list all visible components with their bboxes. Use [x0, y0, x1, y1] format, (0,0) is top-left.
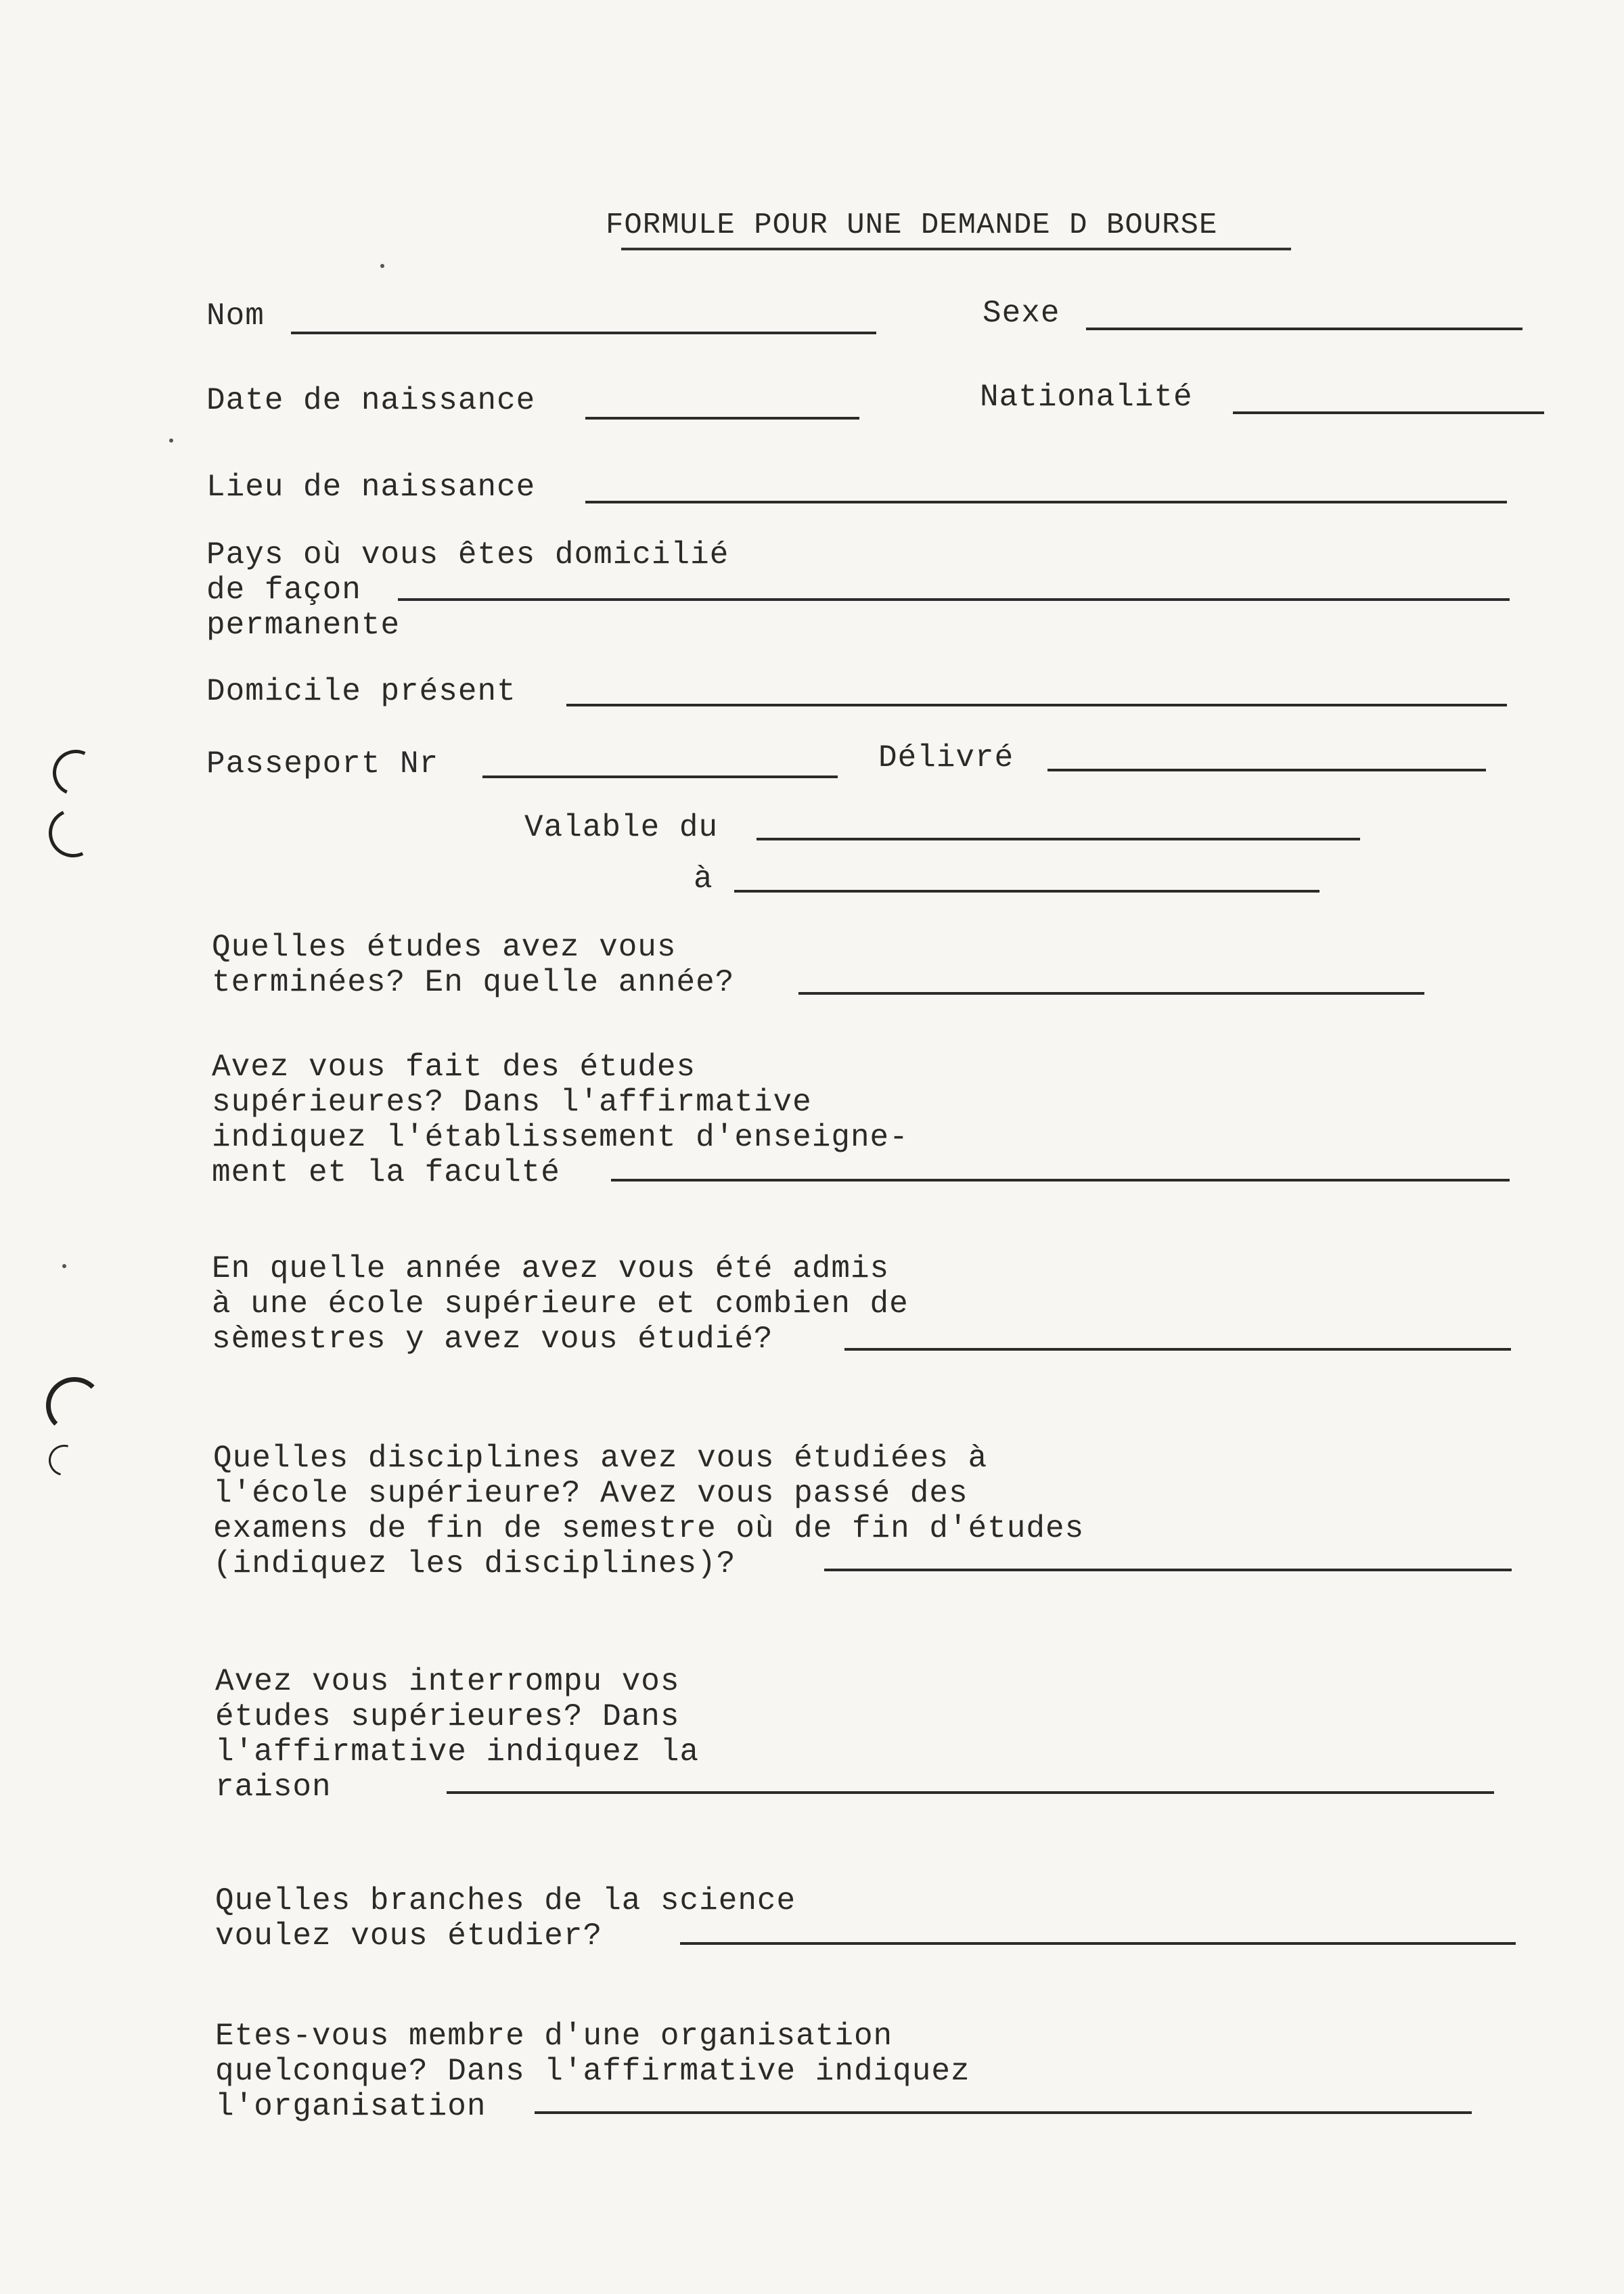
label-lieu-naissance: Lieu de naissance — [206, 470, 536, 505]
question-5-line1: Avez vous interrompu vos — [215, 1664, 680, 1699]
question-7-line3: l'organisation — [215, 2089, 487, 2124]
label-sexe: Sexe — [983, 296, 1060, 331]
input-line-valable-du[interactable] — [757, 838, 1360, 840]
input-line-question-3[interactable] — [844, 1348, 1511, 1351]
question-5-line3: l'affirmative indiquez la — [215, 1734, 700, 1770]
label-delivre: Délivré — [878, 740, 1014, 775]
input-line-question-4[interactable] — [824, 1569, 1512, 1571]
input-line-question-1[interactable] — [798, 992, 1424, 995]
title-underline — [621, 248, 1291, 250]
question-3-line1: En quelle année avez vous été admis — [212, 1251, 890, 1286]
label-passeport: Passeport Nr — [206, 746, 439, 782]
punch-hole-mark — [43, 1439, 86, 1482]
input-line-valable-a[interactable] — [734, 890, 1320, 893]
question-4-line1: Quelles disciplines avez vous étudiées à — [213, 1441, 988, 1476]
question-7-line2: quelconque? Dans l'affirmative indiquez — [215, 2054, 970, 2089]
question-5-line2: études supérieures? Dans — [215, 1699, 680, 1734]
label-pays-line3: permanente — [206, 608, 401, 643]
input-line-question-5[interactable] — [447, 1791, 1494, 1794]
speck — [380, 264, 384, 268]
question-3-line3: sèmestres y avez vous étudié? — [212, 1322, 773, 1357]
punch-hole-mark — [46, 743, 105, 802]
label-date-naissance: Date de naissance — [206, 383, 536, 418]
label-nationalite: Nationalité — [980, 380, 1193, 415]
question-5-line4: raison — [215, 1770, 332, 1805]
input-line-lieu-naissance[interactable] — [585, 501, 1507, 503]
label-pays-line1: Pays où vous êtes domicilié — [206, 537, 729, 572]
punch-hole-mark — [46, 1377, 103, 1434]
label-valable-du: Valable du — [524, 810, 719, 845]
question-4-line3: examens de fin de semestre où de fin d'études — [213, 1511, 1085, 1546]
question-7-line1: Etes-vous membre d'une organisation — [215, 2019, 893, 2054]
label-nom: Nom — [206, 298, 265, 334]
input-line-question-6[interactable] — [680, 1942, 1516, 1945]
punch-hole-mark — [42, 802, 104, 864]
speck — [169, 438, 173, 443]
label-pays-line2: de façon — [206, 572, 361, 608]
label-domicile: Domicile présent — [206, 674, 516, 709]
input-line-delivre[interactable] — [1047, 769, 1486, 771]
question-2-line2: supérieures? Dans l'affirmative — [212, 1085, 812, 1120]
input-line-date-naissance[interactable] — [585, 417, 859, 420]
question-6-line2: voulez vous étudier? — [215, 1918, 603, 1954]
question-6-line1: Quelles branches de la science — [215, 1883, 796, 1918]
form-title: FORMULE POUR UNE DEMANDE D BOURSE — [606, 208, 1218, 242]
question-1-line1: Quelles études avez vous — [212, 930, 677, 965]
question-1-line2: terminées? En quelle année? — [212, 965, 735, 1000]
input-line-nom[interactable] — [291, 332, 876, 334]
input-line-passeport[interactable] — [482, 775, 838, 778]
question-2-line4: ment et la faculté — [212, 1155, 560, 1190]
label-valable-a: à — [694, 861, 713, 897]
question-2-line1: Avez vous fait des études — [212, 1050, 696, 1085]
input-line-nationalite[interactable] — [1233, 411, 1544, 414]
question-2-line3: indiquez l'établissement d'enseigne- — [212, 1120, 909, 1155]
question-4-line2: l'école supérieure? Avez vous passé des — [213, 1476, 968, 1511]
input-line-question-7[interactable] — [535, 2111, 1472, 2114]
question-4-line4: (indiquez les disciplines)? — [213, 1546, 736, 1581]
question-3-line2: à une école supérieure et combien de — [212, 1286, 909, 1322]
speck — [62, 1264, 66, 1268]
input-line-sexe[interactable] — [1086, 328, 1522, 330]
input-line-pays[interactable] — [398, 598, 1510, 601]
input-line-question-2[interactable] — [611, 1179, 1510, 1182]
input-line-domicile[interactable] — [566, 704, 1507, 706]
